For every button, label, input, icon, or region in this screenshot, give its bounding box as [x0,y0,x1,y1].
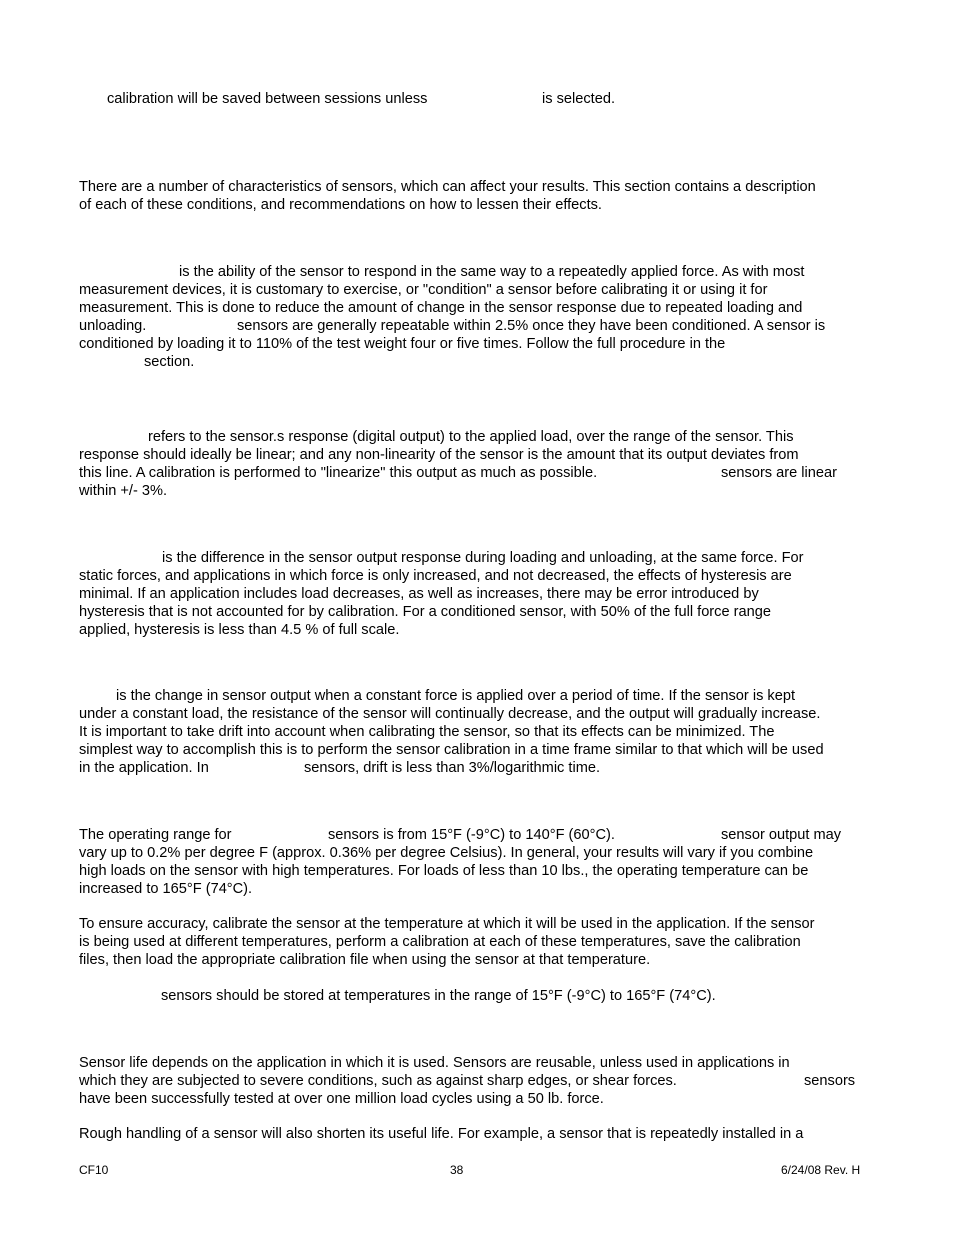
drift-line-2: under a constant load, the resistance of the sensor will continually decrease, and the output will gradually increase. [79,706,821,722]
temperature-storage-line: sensors should be stored at temperatures in the range of 15°F (-9°C) to 165°F (74°C). [161,988,716,1004]
linearity-line-4: within +/- 3%. [79,483,168,499]
temperature-line-3: high loads on the sensor with high temperatures. For loads of less than 10 lbs., the operating temperature can be [79,863,809,879]
sensor-life-line-2b: sensors [804,1073,856,1089]
characteristics-line-2: of each of these conditions, and recommendations on how to lessen their effects. [79,197,602,213]
hysteresis-line-3: minimal. If an application includes load decreases, as well as increases, there may be error introduced by [79,586,759,602]
linearity-line-2: response should ideally be linear; and any non-linearity of the sensor is the amount that its output deviates from [79,447,799,463]
repeatability-line-3: measurement. This is done to reduce the amount of change in the sensor response due to repeated loading and [79,300,803,316]
repeatability-line-4b: sensors are generally repeatable within 2.5% once they have been conditioned. A sensor is [237,318,826,334]
characteristics-line-1: There are a number of characteristics of sensors, which can affect your results. This section contains a description [79,179,816,195]
temperature-line-4: increased to 165°F (74°C). [79,881,253,897]
temperature-line-1a: The operating range for [79,827,232,843]
temperature-para2-line-3: files, then load the appropriate calibration file when using the sensor at that temperature. [79,952,651,968]
linearity-line-3b: sensors are linear [721,465,837,481]
sensor-life-para2-line-1: Rough handling of a sensor will also shorten its useful life. For example, a sensor that is repeatedly installed in a [79,1126,804,1142]
repeatability-line-4a: unloading. [79,318,147,334]
hysteresis-line-4: hysteresis that is not accounted for by calibration. For a conditioned sensor, with 50% of the full force range [79,604,771,620]
repeatability-line-5: conditioned by loading it to 110% of the test weight four or five times. Follow the full procedure in the [79,336,726,352]
intro-text-1: calibration will be saved between sessions unless [107,91,428,107]
repeatability-line-2: measurement devices, it is customary to exercise, or "condition" a sensor before calibrating it or using it for [79,282,768,298]
temperature-para2-line-2: is being used at different temperatures, perform a calibration at each of these temperatures, save the calibration [79,934,801,950]
footer-document-id: CF10 [79,1163,109,1177]
linearity-line-3a: this line. A calibration is performed to "linearize" this output as much as possible. [79,465,598,481]
temperature-line-2: vary up to 0.2% per degree F (approx. 0.36% per degree Celsius). In general, your results will vary if you combine [79,845,814,861]
drift-line-5b: sensors, drift is less than 3%/logarithmic time. [304,760,601,776]
drift-line-1: is the change in sensor output when a constant force is applied over a period of time. If the sensor is kept [116,688,796,704]
temperature-para2-line-1: To ensure accuracy, calibrate the sensor at the temperature at which it will be used in the application. If the sensor [79,916,815,932]
footer-page-number: 38 [450,1163,464,1177]
hysteresis-line-2: static forces, and applications in which force is only increased, and not decreased, the effects of hysteresis are [79,568,792,584]
drift-line-3: It is important to take drift into account when calibrating the sensor, so that its effects can be minimized. The [79,724,775,740]
drift-line-4: simplest way to accomplish this is to perform the sensor calibration in a time frame similar to that which will be used [79,742,824,758]
sensor-life-line-1: Sensor life depends on the application in which it is used. Sensors are reusable, unless used in applications in [79,1055,790,1071]
sensor-life-line-3: have been successfully tested at over one million load cycles using a 50 lb. force. [79,1091,604,1107]
footer-revision: 6/24/08 Rev. H [781,1163,861,1177]
hysteresis-line-5: applied, hysteresis is less than 4.5 % of full scale. [79,622,400,638]
intro-text-2: is selected. [542,91,616,107]
repeatability-line-6: section. [144,354,195,370]
hysteresis-line-1: is the difference in the sensor output response during loading and unloading, at the same force. For [162,550,804,566]
temperature-line-1c: sensor output may [721,827,842,843]
drift-line-5a: in the application. In [79,760,209,776]
sensor-life-line-2a: which they are subjected to severe conditions, such as against sharp edges, or shear forces. [79,1073,677,1089]
temperature-line-1b: sensors is from 15°F (-9°C) to 140°F (60°C). [328,827,615,843]
repeatability-line-1: is the ability of the sensor to respond in the same way to a repeatedly applied force. As with most [179,264,805,280]
linearity-line-1: refers to the sensor.s response (digital output) to the applied load, over the range of the sensor. This [148,429,794,445]
